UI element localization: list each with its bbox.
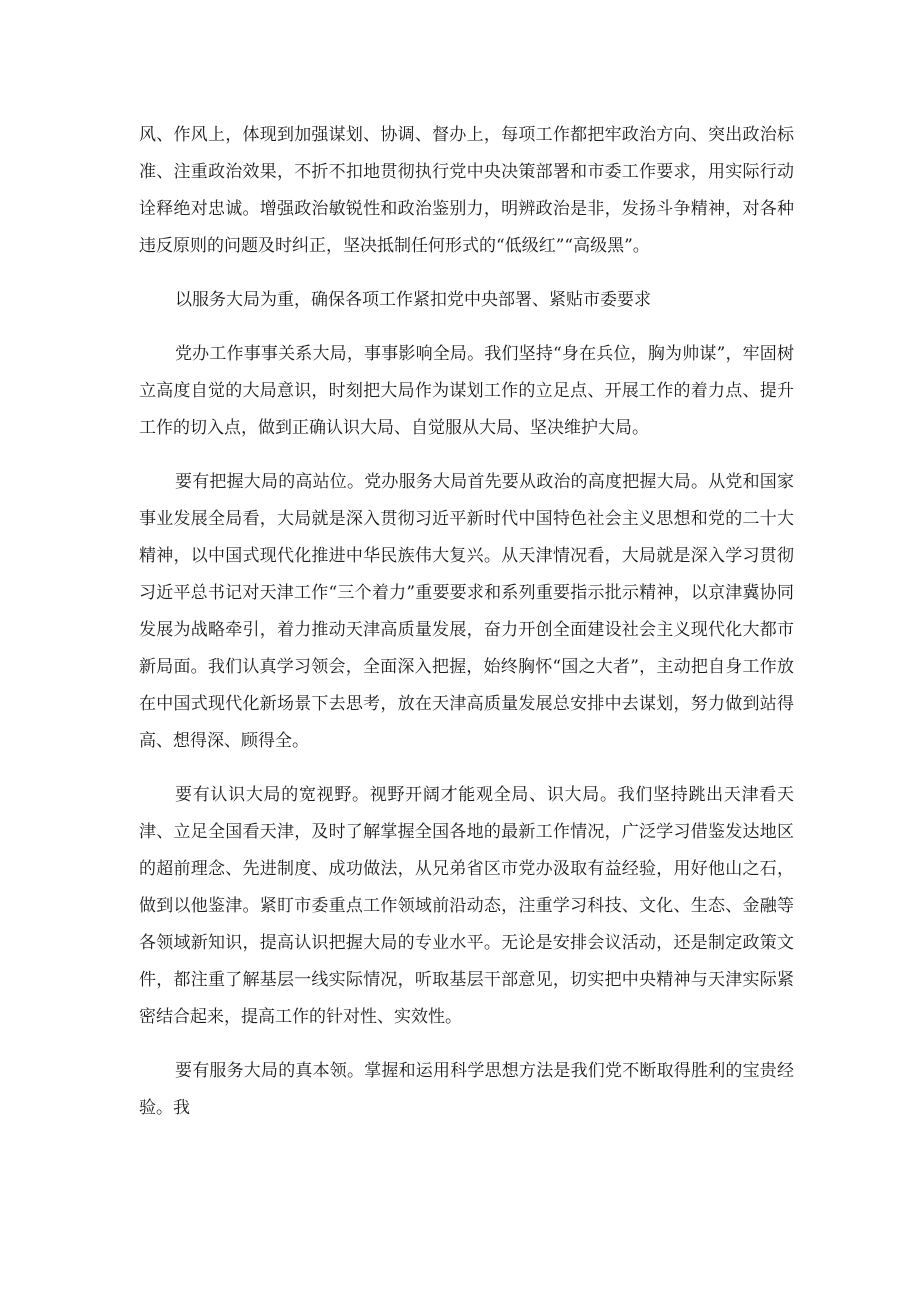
- document-body: [139, 117, 794, 1144]
- paragraph: 要有把握大局的高站位。党办服务大局首先要从政治的高度把握大局。从党和国家事业发展全局看，大局就是深入贯彻习近平新时代中国特色社会主义思想和党的二十大精神，以中国式现代化推进中华民族伟大复兴。从天津情况看，大局就是深入学习贯彻习近平总书记对天津工作“三个着力”重要要求和系列重要指示批示精神，以京津冀协同发展为战略牵引，着力推动天津高质量发展，奋力开创全面建设社会主义现代化大都市新局面。我们认真学习领会，全面深入把握，始终胸怀“国之大者”，主动把自身工作放在中国式现代化新场景下去思考，放在天津高质量发展总安排中去谋划，努力做到站得高、想得深、顾得全。: [139, 472, 794, 751]
- section-heading: 以服务大局为重，确保各项工作紧扣党中央部署、紧贴市委要求: [175, 290, 651, 310]
- paragraph-continuation: 风、作风上，体现到加强谋划、协调、督办上，每项工作都把牢政治方向、突出政治标准、注重政治效果，不折不扣地贯彻执行党中央决策部署和市委工作要求，用实际行动诠释绝对忠诚。增强政治敏锐性和政治鉴别力，明辨政治是非，发扬斗争精神，对各种违反原则的问题及时纠正，坚决抵制任何形式的“低级红”“高级黑”。: [139, 125, 794, 256]
- paragraph: 党办工作事事关系大局，事事影响全局。我们坚持“身在兵位，胸为帅谋”，牢固树立高度自觉的大局意识，时刻把大局作为谋划工作的立足点、开展工作的着力点、提升工作的切入点，做到正确认识大局、自觉服从大局、坚决维护大局。: [139, 344, 794, 438]
- paragraph: 要有认识大局的宽视野。视野开阔才能观全局、识大局。我们坚持跳出天津看天津、立足全国看天津，及时了解掌握全国各地的最新工作情况，广泛学习借鉴发达地区的超前理念、先进制度、成功做法，从兄弟省区市党办汲取有益经验，用好他山之石，做到以他鉴津。紧盯市委重点工作领域前沿动态，注重学习科技、文化、生态、金融等各领域新知识，提高认识把握大局的专业水平。无论是安排会议活动，还是制定政策文件，都注重了解基层一线实际情况，听取基层干部意见，切实把中央精神与天津实际紧密结合起来，提高工作的针对性、实效性。: [139, 785, 794, 1027]
- paragraph: 要有服务大局的真本领。掌握和运用科学思想方法是我们党不断取得胜利的宝贵经验。我: [139, 1061, 794, 1118]
